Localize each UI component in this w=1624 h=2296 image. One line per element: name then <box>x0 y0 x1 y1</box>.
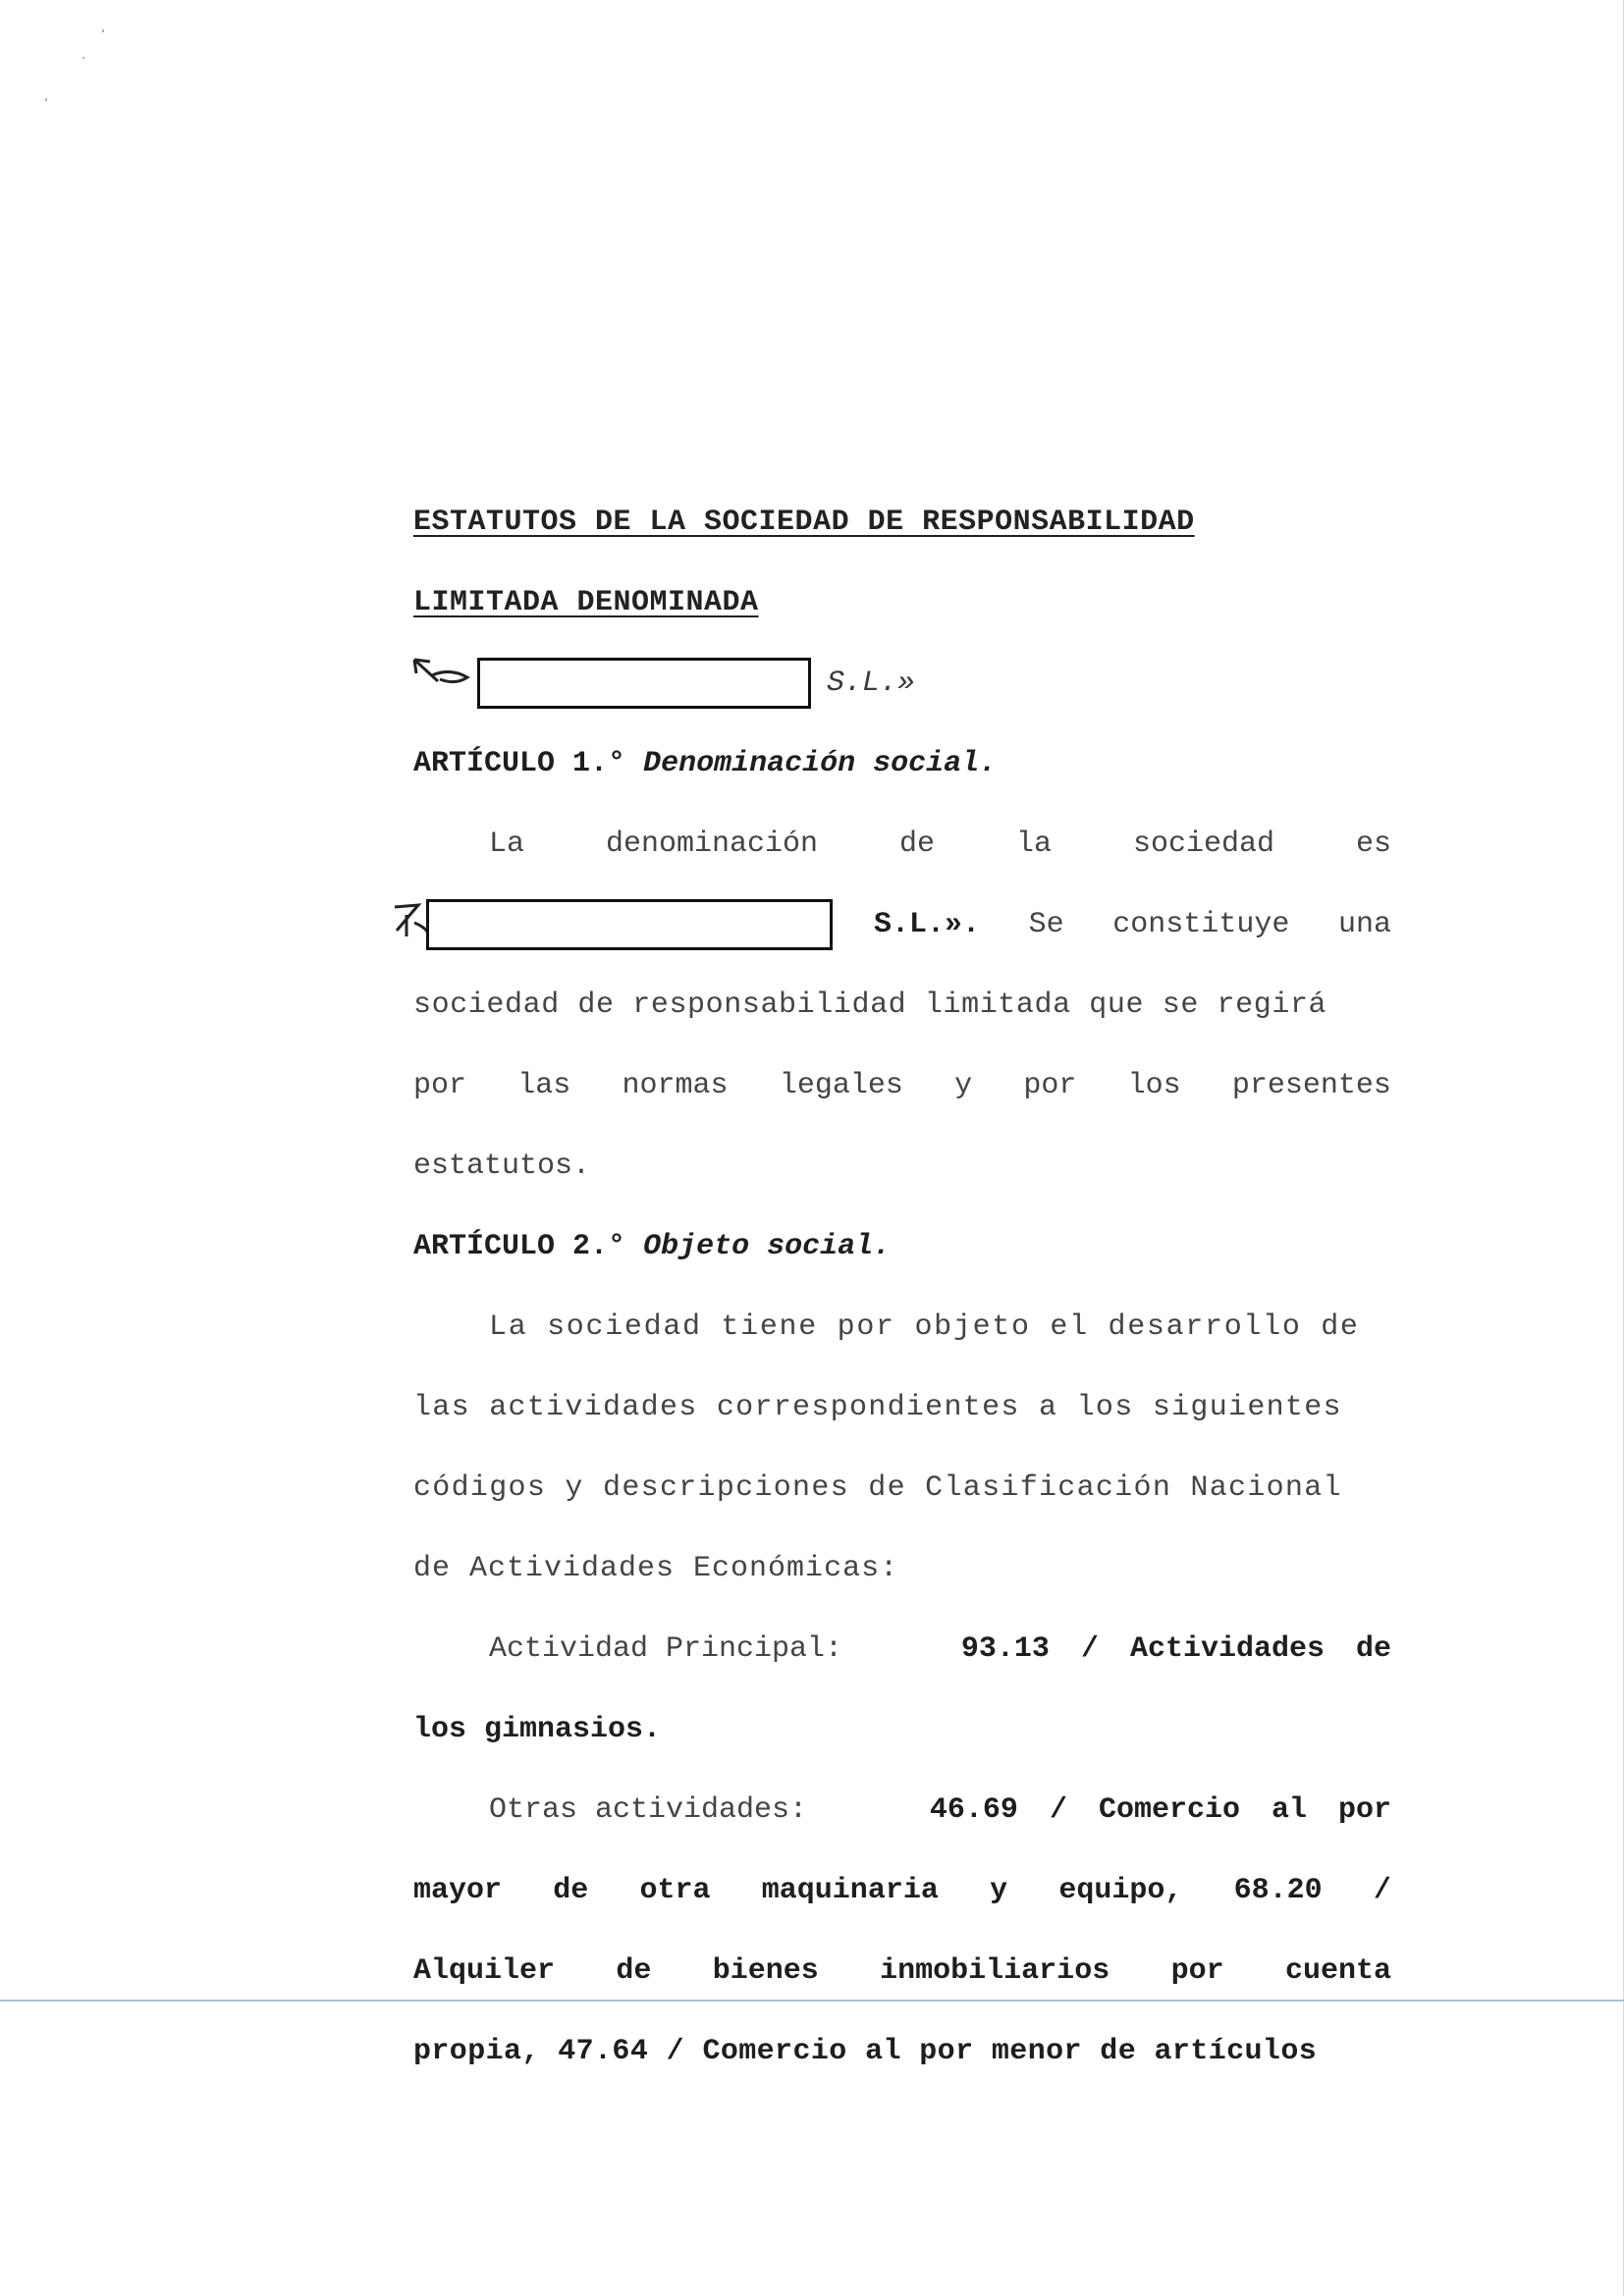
scan-artifact-line <box>0 2000 1624 2002</box>
word: por <box>1170 1954 1224 1988</box>
scan-speck <box>82 57 84 59</box>
article-1-line-2 <box>874 905 1391 944</box>
word: inmobiliarios <box>880 1954 1110 1988</box>
other-activities-line <box>489 1790 1391 1830</box>
principal-activity-label: Actividad Principal: <box>489 1632 843 1666</box>
article-2-p1-line-3: códigos y descripciones de Clasificación Nacional <box>413 1471 1342 1505</box>
word: maquinaria <box>761 1874 939 1907</box>
word: La <box>489 828 525 861</box>
word: y <box>990 1874 1008 1907</box>
word: / <box>1373 1874 1391 1907</box>
word: sociedad <box>1132 828 1274 861</box>
word: de <box>553 1874 589 1907</box>
word: 68.20 <box>1233 1874 1323 1907</box>
word: denominación <box>605 828 819 861</box>
article-1-label: ARTÍCULO 1.° <box>413 747 626 780</box>
title-name-suffix: S.L.» <box>827 667 916 700</box>
word: una <box>1337 908 1391 941</box>
word: por <box>413 1069 467 1102</box>
redaction-box <box>477 658 811 709</box>
redaction-box <box>426 899 833 950</box>
redaction-scribble-icon <box>410 656 481 697</box>
other-activities-line-2 <box>413 1871 1391 1910</box>
article-1-line-3: sociedad de responsabilidad limitada que se regirá <box>413 988 1327 1022</box>
word: de <box>899 828 936 861</box>
principal-activity-value: 93.13 / Actividades de <box>960 1632 1391 1666</box>
word: la <box>1015 828 1052 861</box>
word: cuenta <box>1284 1954 1391 1988</box>
word: presentes <box>1231 1069 1391 1102</box>
article-1-line-1 <box>489 825 1391 864</box>
article-2-label: ARTÍCULO 2.° <box>413 1230 626 1263</box>
other-activities-label: Otras actividades: <box>489 1793 808 1827</box>
article-1-line-4 <box>413 1066 1391 1105</box>
other-activities-line-3 <box>413 1951 1391 1991</box>
word: Alquiler <box>413 1954 556 1988</box>
article-2-heading <box>413 1227 1391 1266</box>
scan-speck <box>45 98 47 101</box>
principal-activity-cont: los gimnasios. <box>413 1713 662 1746</box>
word: constituye <box>1112 908 1290 941</box>
word: los <box>1127 1069 1181 1102</box>
company-suffix: S.L.». <box>874 908 981 941</box>
word: es <box>1355 828 1391 861</box>
word: mayor <box>413 1874 503 1907</box>
word: y <box>954 1069 973 1102</box>
word: Se <box>1028 908 1064 941</box>
article-1-line-5: estatutos. <box>413 1149 591 1183</box>
word: equipo, <box>1058 1874 1183 1907</box>
article-2-title: Objeto social. <box>643 1230 892 1263</box>
word: por <box>1023 1069 1077 1102</box>
word: bienes <box>712 1954 819 1988</box>
document-title-line-2: LIMITADA DENOMINADA <box>413 586 759 619</box>
word: legales <box>779 1069 903 1102</box>
article-2-p1-line-2: las actividades correspondientes a los siguientes <box>413 1391 1342 1424</box>
word: otra <box>639 1874 711 1907</box>
scan-speck <box>102 29 104 32</box>
word: las <box>517 1069 571 1102</box>
document-title-line-1: ESTATUTOS DE LA SOCIEDAD DE RESPONSABILIDAD <box>413 506 1195 539</box>
article-1-title: Denominación social. <box>643 747 998 780</box>
principal-activity-line <box>489 1629 1391 1669</box>
article-1-heading <box>413 744 1391 783</box>
article-2-p1-line-4: de Actividades Económicas: <box>413 1552 899 1585</box>
article-2-p1-line-1: La sociedad tiene por objeto el desarrollo de <box>489 1310 1360 1344</box>
word: de <box>616 1954 652 1988</box>
other-activities-line-4: propia, 47.64 / Comercio al por menor de artículos <box>413 2035 1318 2068</box>
word: normas <box>622 1069 729 1102</box>
other-activities-value: 46.69 / Comercio al por <box>929 1793 1391 1827</box>
